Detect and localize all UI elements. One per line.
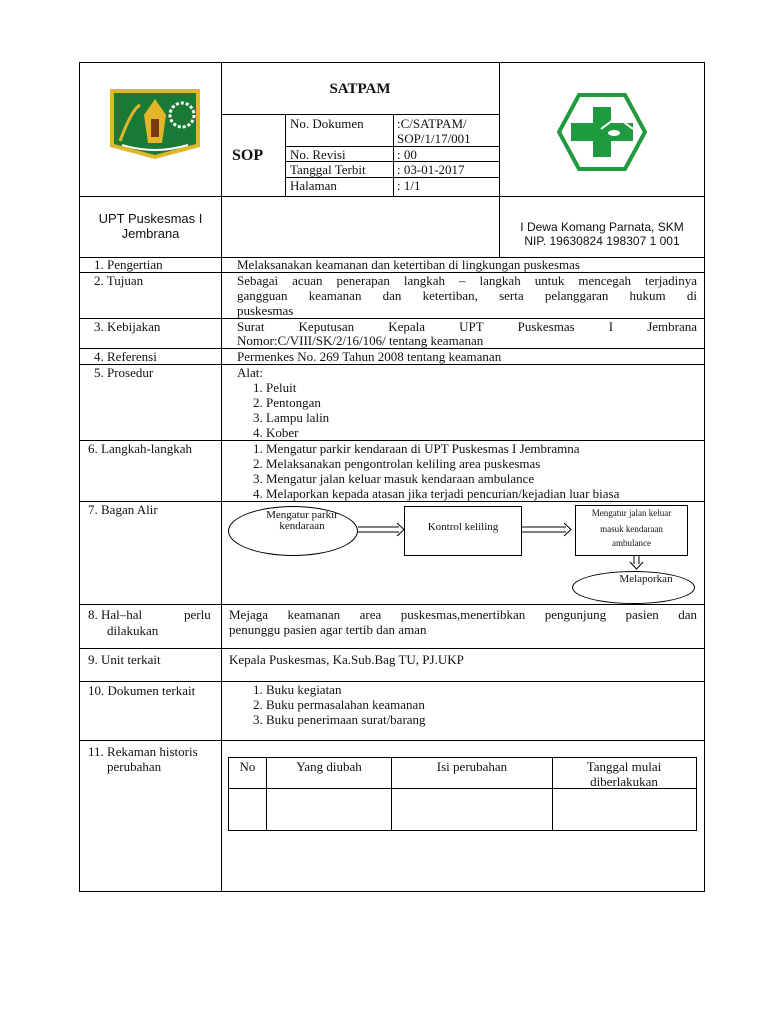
kebijakan-label: 3. Kebijakan xyxy=(94,319,161,334)
org-name-line2: Jembrana xyxy=(121,226,180,241)
list-item: 4. Melaporkan kepada atasan jika terjadi pencurian/kejadian luar biasa xyxy=(253,486,620,501)
row-line xyxy=(79,681,705,682)
list-item: 4. Kober xyxy=(253,425,299,440)
table-header-date-cont: diberlakukan xyxy=(590,774,658,789)
flow-step-ambulance-text: masuk kendaraan xyxy=(600,524,663,534)
list-item: 3. Mengatur jalan keluar masuk kendaraan ambulance xyxy=(253,471,535,486)
label-column-divider xyxy=(221,62,222,892)
page-label: Halaman xyxy=(290,178,337,193)
doc-number-value: :C/SATPAM/ xyxy=(397,116,467,131)
referensi-text: Permenkes No. 269 Tahun 2008 tentang keamanan xyxy=(237,349,502,364)
kebijakan-line: Nomor:C/VIII/SK/2/16/106/ tentang keamanan xyxy=(237,333,484,348)
referensi-label: 4. Referensi xyxy=(94,349,157,364)
title-underline xyxy=(221,114,499,115)
table-header-changed: Yang diubah xyxy=(296,759,362,774)
tujuan-line: gangguan keamanan dan ketertiban, serta pelanggaran hukum di xyxy=(237,288,697,303)
tujuan-line: Sebagai acuan penerapan langkah – langkah untuk mencegah terjadinya xyxy=(237,273,697,288)
hal-line: penunggu pasien agar tertib dan aman xyxy=(229,622,427,637)
kebijakan-line: Surat Keputusan Kepala UPT Puskesmas I Jembrana xyxy=(237,319,697,334)
pengertian-text: Melaksanakan keamanan dan ketertiban di lingkungan puskesmas xyxy=(237,257,580,272)
page-value: : 1/1 xyxy=(397,178,421,193)
dokumen-label: 10. Dokumen terkait xyxy=(88,683,196,698)
puskesmas-logo-icon xyxy=(557,93,647,171)
pengertian-label: 1. Pengertian xyxy=(94,257,163,272)
table-header-content: Isi perubahan xyxy=(436,759,508,774)
sop-title: SATPAM xyxy=(329,81,391,97)
unit-text: Kepala Puskesmas, Ka.Sub.Bag TU, PJ.UKP xyxy=(229,652,464,667)
prosedur-label: 5. Prosedur xyxy=(94,365,154,380)
table-header-date: Tanggal mulai xyxy=(586,759,662,774)
frame-bottom xyxy=(79,891,705,892)
tujuan-label: 2. Tujuan xyxy=(94,273,144,288)
unit-label: 9. Unit terkait xyxy=(88,652,161,667)
doc-number-value-cont: SOP/1/17/001 xyxy=(397,131,471,146)
doc-value-divider xyxy=(393,114,394,196)
tujuan-line: puskesmas xyxy=(237,303,294,318)
rekaman-label: 11. Rekaman historis xyxy=(88,744,198,759)
issue-date-label: Tanggal Terbit xyxy=(290,162,366,177)
langkah-label: 6. Langkah-langkah xyxy=(88,441,192,456)
sop-divider xyxy=(285,114,286,196)
doc-number-label: No. Dokumen xyxy=(290,116,364,131)
table-header-no: No xyxy=(239,759,256,774)
flow-step-ambulance-text: ambulance xyxy=(612,538,651,548)
prosedur-intro: Alat: xyxy=(237,365,263,380)
hal-label: 8. Hal–hal xyxy=(88,607,143,622)
revision-value: : 00 xyxy=(397,147,417,162)
sop-label: SOP xyxy=(232,147,264,164)
regency-emblem-icon xyxy=(106,85,204,161)
signer-nip: NIP. 19630824 198307 1 001 xyxy=(524,234,680,248)
flow-step-report-text: Melaporkan xyxy=(619,573,673,585)
frame-right xyxy=(704,62,705,892)
list-item: 3. Lampu lalin xyxy=(253,410,330,425)
row-line xyxy=(79,604,705,605)
flow-step-ambulance-text: Mengatur jalan keluar xyxy=(591,508,672,518)
list-item: 2. Buku permasalahan keamanan xyxy=(253,697,425,712)
hal-line: Mejaga keamanan area puskesmas,menertibkan pengunjung pasien dan xyxy=(229,607,697,622)
rekaman-label: perubahan xyxy=(107,759,162,774)
row-line xyxy=(79,648,705,649)
list-item: 2. Melaksanakan pengontrolan keliling area puskesmas xyxy=(253,456,541,471)
flow-step-parking-text: Mengatur parkir xyxy=(266,509,338,521)
signer-name: I Dewa Komang Parnata, SKM xyxy=(520,220,684,234)
list-item: 2. Pentongan xyxy=(253,395,321,410)
hal-label: dilakukan xyxy=(107,623,159,638)
org-name-line1: UPT Puskesmas I xyxy=(98,211,203,226)
row-line xyxy=(79,364,705,365)
frame-left xyxy=(79,62,80,892)
hal-label: perlu xyxy=(184,607,211,622)
revision-label: No. Revisi xyxy=(290,147,346,162)
list-item: 3. Buku penerimaan surat/barang xyxy=(253,712,426,727)
row-line xyxy=(79,740,705,741)
list-item: 1. Mengatur parkir kendaraan di UPT Puskesmas I Jembramna xyxy=(253,441,580,456)
list-item: 1. Peluit xyxy=(253,380,297,395)
header-row-bottom xyxy=(79,196,705,197)
flow-step-parking-text: kendaraan xyxy=(279,520,325,532)
flow-step-patrol-text: Kontrol keliling xyxy=(427,521,499,533)
bagan-label: 7. Bagan Alir xyxy=(88,502,158,517)
frame-top xyxy=(79,62,705,63)
list-item: 1. Buku kegiatan xyxy=(253,682,342,697)
issue-date-value: : 03-01-2017 xyxy=(397,162,465,177)
